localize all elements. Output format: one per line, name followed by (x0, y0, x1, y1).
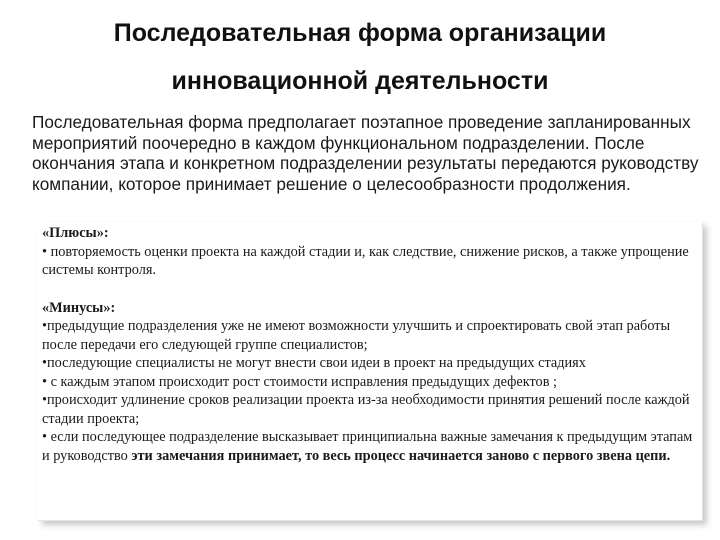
section-spacer (42, 280, 694, 299)
pros-heading: «Плюсы»: (42, 225, 109, 241)
pros-cons-content (42, 224, 694, 465)
slide-title-line-1: Последовательная форма организации (113, 19, 607, 47)
cons-item-last (42, 428, 694, 465)
cons-item: •предыдущие подразделения уже не имеют возможности улучшить и спроектировать свой этап работы после передачи его следующей группе специалистов; (42, 318, 671, 353)
pros-cons-box (38, 222, 703, 521)
slide-title-line-2: инновационной деятельности (171, 67, 549, 95)
cons-item: • с каждым этапом происходит рост стоимости исправления предыдущих дефектов ; (42, 373, 558, 390)
cons-item-last-emphasis: эти замечания принимает, то весь процесс начинается заново с первого звена цепи. (131, 447, 671, 464)
pros-item: • повторяемость оценки проекта на каждой стадии и, как следствие, снижение рисков, а также упрощение системы контроля. (42, 243, 689, 278)
cons-item-last-text: • если последующее подразделение высказывает принципиальна важные замечания к предыдущим этапам и руководство (42, 429, 693, 464)
cons-item: •происходит удлинение сроков реализации проекта из-за необходимости принятия решений после каждой стадии проекта; (42, 392, 690, 427)
cons-heading: «Минусы»: (42, 299, 116, 316)
intro-paragraph: Последовательная форма предполагает поэтапное проведение запланированных мероприятий поочередно в каждом функциональном подразделении. После окончания этапа и конкретном подразделении результаты передаются руководству компании, которое принимает решение о целесообразности продолжения. (32, 112, 699, 194)
cons-item: •последующие специалисты не могут внести свои идеи в проект на предыдущих стадиях (42, 355, 586, 371)
